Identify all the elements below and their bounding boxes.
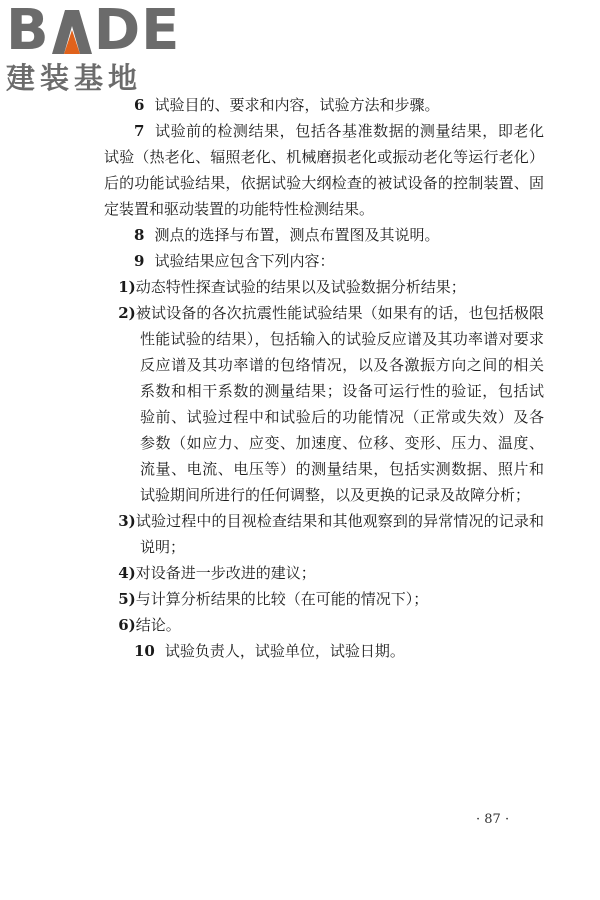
item-text: 试验前的检测结果，包括各基准数据的测量结果，即老化试验（热老化、辐照老化、机械磨损老化或振动老化等运行老化）后的功能试验结果，依据试验大纲检查的被试设备的控制装置、固定装置和驱动装置的功能特性检测结果。 (104, 122, 544, 218)
item-number: 7 (134, 122, 145, 140)
item-text: 试验结果应包含下列内容： (154, 252, 335, 270)
sub-item-text: 结论。 (135, 616, 181, 634)
item-number: 6 (134, 96, 145, 114)
sub-item-5 (104, 586, 544, 612)
sub-item-number: 4) (118, 564, 136, 582)
sub-item-text: 被试设备的各次抗震性能试验结果（如果有的话，也包括极限性能试验的结果），包括输入的试验反应谱及其功率谱对要求反应谱及其功率谱的包络情况，以及各激振方向之间的相关系数和相干系数的测量结果；设备可运行性的验证，包括试验前、试验过程中和试验后的功能情况（正常或失效）及各参数（如应力、应变、加速度、位移、变形、压力、温度、流量、电流、电压等）的测量结果，包括实测数据、照片和试验期间所进行的任何调整，以及更换的记录及故障分析； (135, 304, 544, 504)
logo (6, 0, 181, 95)
item-6 (104, 92, 544, 118)
logo-a-mark (52, 10, 92, 54)
sub-item-text: 对设备进一步改进的建议； (135, 564, 316, 582)
logo-letter-b: B (6, 0, 50, 63)
sub-item-number: 5) (118, 590, 136, 608)
logo-letter-a (52, 9, 92, 53)
item-number: 9 (134, 252, 145, 270)
item-number: 10 (134, 642, 155, 660)
sub-item-text: 试验过程中的目视检查结果和其他观察到的异常情况的记录和说明； (135, 512, 544, 556)
document-body (104, 92, 544, 664)
item-text: 试验负责人，试验单位，试验日期。 (164, 642, 405, 660)
item-8 (104, 222, 544, 248)
logo-wordmark (6, 0, 181, 63)
logo-letters-de: DE (93, 0, 181, 63)
sub-item-2 (104, 300, 544, 508)
item-number: 8 (134, 226, 145, 244)
page-number: · 87 · (476, 812, 510, 827)
item-10 (104, 638, 544, 664)
logo-subtitle: 建装基地 (6, 61, 143, 95)
sub-item-number: 1) (118, 278, 136, 296)
sub-item-number: 3) (118, 512, 136, 530)
sub-item-1 (104, 274, 544, 300)
sub-item-6 (104, 612, 544, 638)
sub-item-number: 6) (118, 616, 136, 634)
item-text: 试验目的、要求和内容，试验方法和步骤。 (154, 96, 440, 114)
sub-item-number: 2) (118, 304, 136, 322)
sub-item-4 (104, 560, 544, 586)
item-text: 测点的选择与布置，测点布置图及其说明。 (154, 226, 440, 244)
sub-item-3 (104, 508, 544, 560)
item-7 (104, 118, 544, 222)
sub-item-text: 动态特性探查试验的结果以及试验数据分析结果； (135, 278, 466, 296)
item-9 (104, 248, 544, 274)
sub-item-text: 与计算分析结果的比较（在可能的情况下）； (135, 590, 429, 608)
